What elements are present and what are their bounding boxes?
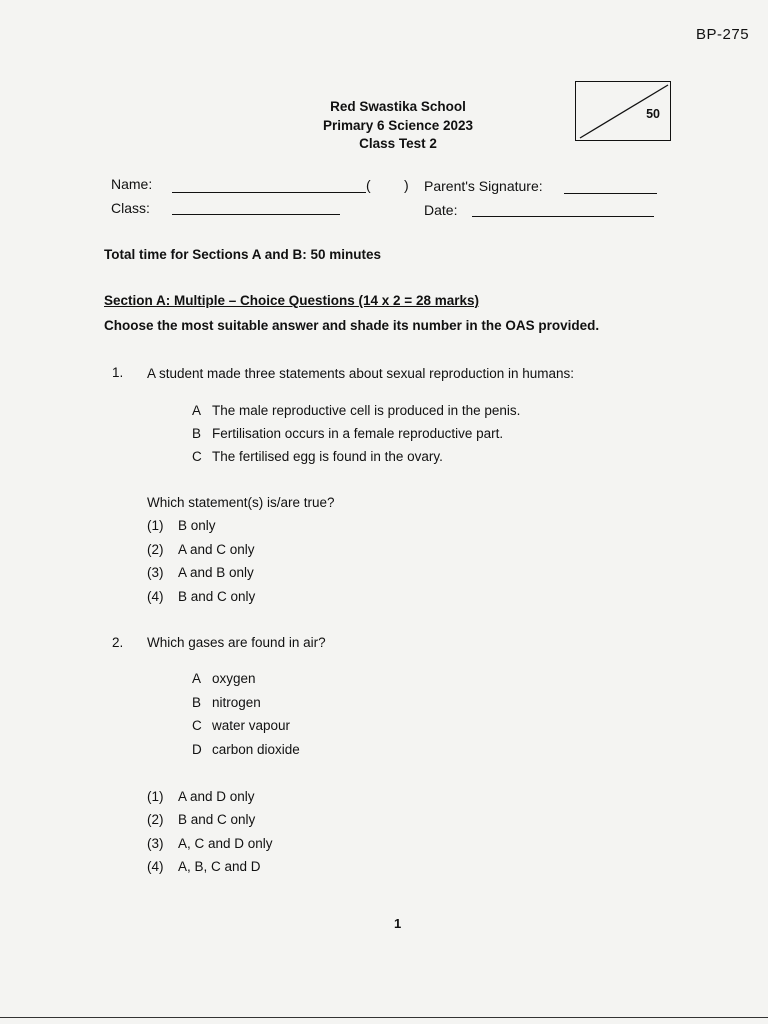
statement-text: The male reproductive cell is produced in the penis. [212, 403, 521, 418]
statement-letter: B [192, 426, 202, 441]
document-code: BP-275 [696, 26, 750, 43]
class-field[interactable] [172, 214, 340, 215]
question-prompt: Which statement(s) is/are true? [147, 495, 335, 510]
statement-item [192, 695, 261, 710]
statement-text: carbon dioxide [212, 742, 300, 757]
option-number: (2) [147, 542, 164, 557]
answer-option[interactable] [147, 789, 255, 804]
answer-option[interactable] [147, 812, 255, 827]
option-text: A, B, C and D [178, 859, 261, 874]
option-text: B and C only [178, 589, 256, 604]
statement-item [192, 671, 256, 686]
index-paren-open: ( [366, 177, 371, 193]
date-field[interactable] [472, 216, 654, 217]
parent-signature-field[interactable] [564, 193, 657, 194]
option-text: B and C only [178, 812, 256, 827]
name-label: Name: [111, 176, 153, 192]
statement-letter: B [192, 695, 202, 710]
total-marks: 50 [646, 107, 660, 121]
answer-option[interactable] [147, 589, 255, 604]
answer-option[interactable] [147, 518, 216, 533]
answer-option[interactable] [147, 859, 261, 874]
total-time: Total time for Sections A and B: 50 minutes [104, 247, 382, 262]
option-text: A and C only [178, 542, 255, 557]
answer-option[interactable] [147, 836, 273, 851]
statement-item [192, 718, 290, 733]
section-a-instruction: Choose the most suitable answer and shade its number in the OAS provided. [104, 318, 600, 333]
option-text: A, C and D only [178, 836, 273, 851]
option-number: (1) [147, 789, 164, 804]
option-text: A and B only [178, 565, 254, 580]
question-stem: A student made three statements about sexual reproduction in humans: [147, 366, 575, 381]
name-field[interactable] [172, 192, 366, 193]
option-text: A and D only [178, 789, 255, 804]
option-number: (2) [147, 812, 164, 827]
statement-letter: C [192, 449, 202, 464]
statement-text: The fertilised egg is found in the ovary. [212, 449, 443, 464]
subject-title: Primary 6 Science 2023 [322, 117, 474, 133]
statement-item [192, 449, 443, 464]
question-number: 2. [112, 635, 124, 650]
class-label: Class: [111, 200, 150, 216]
page-number: 1 [394, 916, 402, 931]
page-header [270, 98, 526, 154]
statement-item [192, 403, 520, 418]
question-number: 1. [112, 365, 124, 380]
scan-edge-divider [0, 1017, 768, 1018]
answer-option[interactable] [147, 565, 254, 580]
option-number: (4) [147, 859, 164, 874]
statement-letter: D [192, 742, 202, 757]
date-label: Date: [424, 202, 458, 218]
score-box [575, 81, 671, 141]
statement-item [192, 426, 503, 441]
option-number: (1) [147, 518, 164, 533]
statement-text: Fertilisation occurs in a female reproductive part. [212, 426, 504, 441]
statement-letter: A [192, 671, 202, 686]
option-number: (4) [147, 589, 164, 604]
option-number: (3) [147, 565, 164, 580]
answer-option[interactable] [147, 542, 255, 557]
statement-text: oxygen [212, 671, 256, 686]
statement-item [192, 742, 300, 757]
section-a-title: Section A: Multiple – Choice Questions (14 x 2 = 28 marks) [104, 293, 479, 308]
option-number: (3) [147, 836, 164, 851]
parent-signature-label: Parent's Signature: [424, 178, 543, 194]
option-text: B only [178, 518, 216, 533]
question-stem: Which gases are found in air? [147, 635, 326, 650]
school-name: Red Swastika School [330, 99, 466, 114]
index-paren-close: ) [404, 177, 409, 193]
statement-letter: C [192, 718, 202, 733]
statement-letter: A [192, 403, 202, 418]
statement-text: water vapour [212, 718, 291, 733]
test-title: Class Test 2 [359, 136, 437, 151]
statement-text: nitrogen [212, 695, 261, 710]
